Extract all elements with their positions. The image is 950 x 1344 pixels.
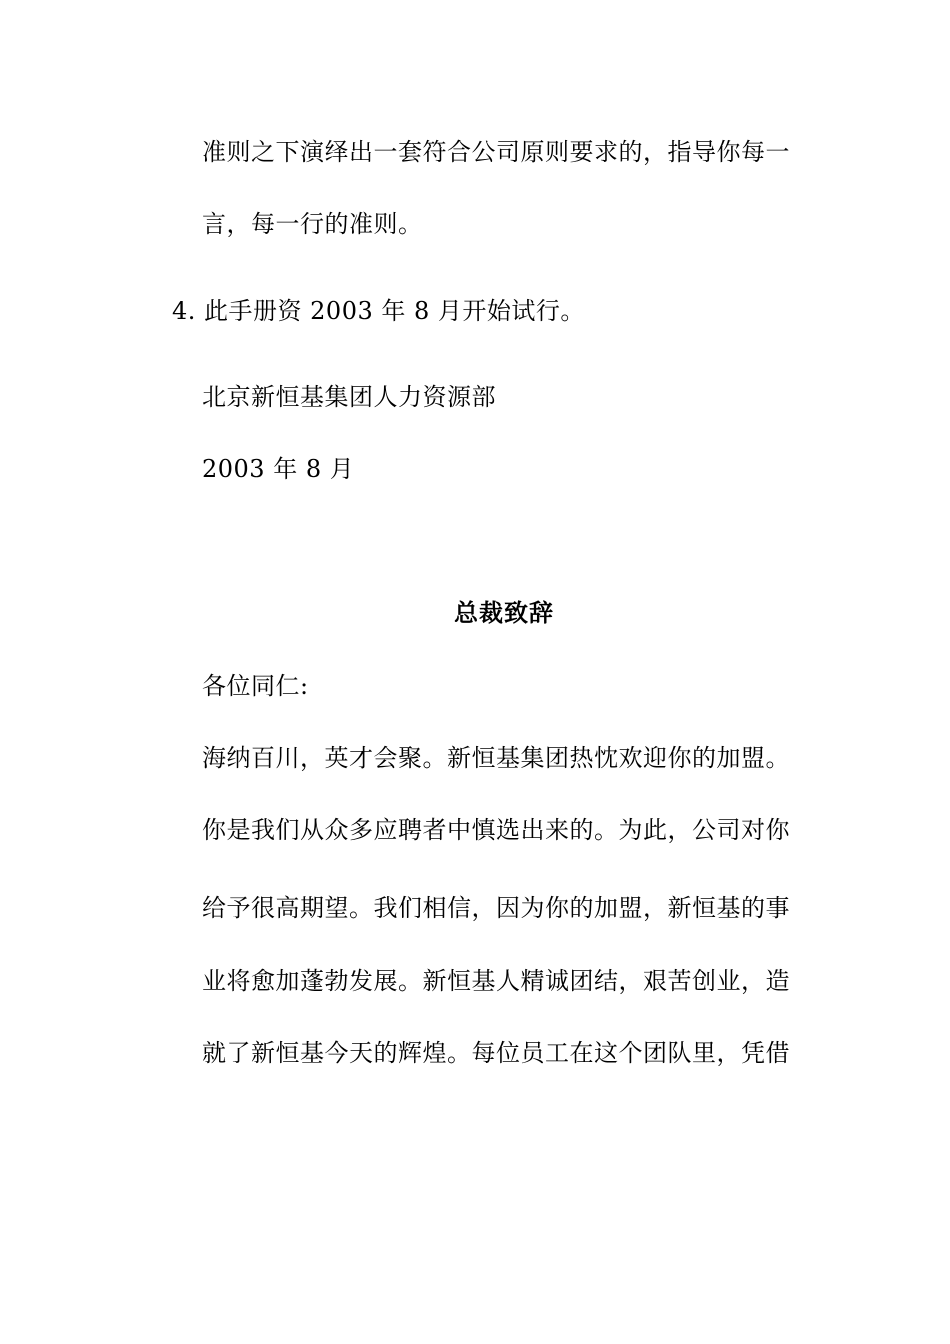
paragraph-line: 准则之下演绎出一套符合公司原则要求的，指导你每一: [202, 138, 790, 166]
paragraph-line: 你是我们从众多应聘者中慎选出来的。为此，公司对你: [202, 816, 790, 844]
paragraph-line: 给予很高期望。我们相信，因为你的加盟，新恒基的事: [202, 894, 790, 922]
paragraph-line: 海纳百川，英才会聚。新恒基集团热忱欢迎你的加盟。: [202, 744, 790, 772]
paragraph-line: 言，每一行的准则。: [202, 210, 423, 238]
salutation: 各位同仁:: [202, 672, 309, 700]
paragraph-line: 就了新恒基今天的辉煌。每位员工在这个团队里，凭借: [202, 1039, 790, 1067]
signature-date: 2003 年 8 月: [202, 455, 355, 483]
section-title: 总裁致辞: [454, 598, 554, 627]
paragraph-line: 业将愈加蓬勃发展。新恒基人精诚团结，艰苦创业，造: [202, 967, 790, 995]
signature-org: 北京新恒基集团人力资源部: [202, 383, 496, 411]
list-item-4: 4. 此手册资 2003 年 8 月开始试行。: [172, 297, 585, 325]
